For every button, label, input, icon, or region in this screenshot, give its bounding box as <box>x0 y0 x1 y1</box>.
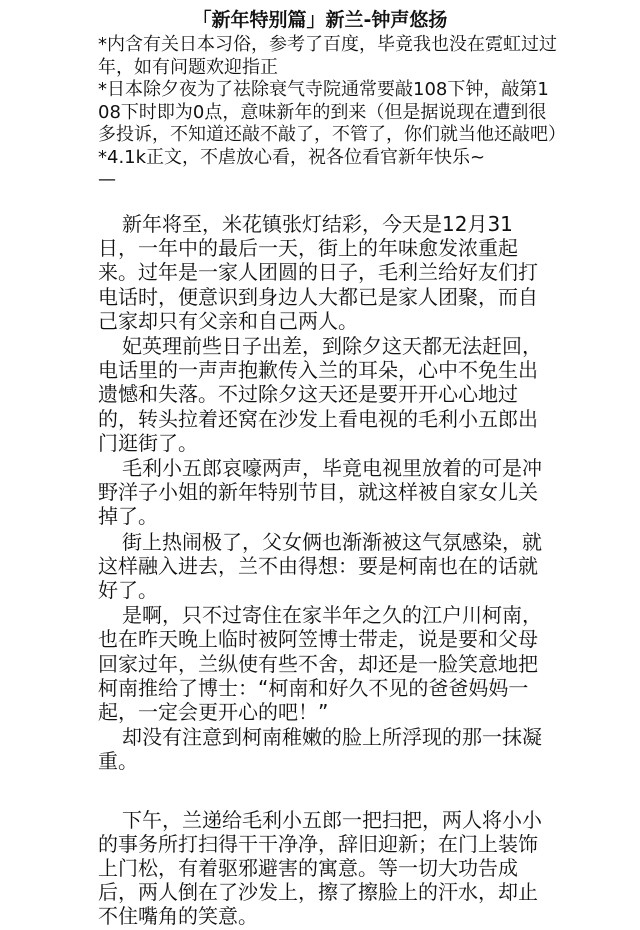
story-paragraph: 街上热闹极了，父女俩也渐渐被这气氛感染，就这样融入进去，兰不由得想：要是柯南也在的话就好了。 <box>98 529 542 603</box>
story-paragraph: 毛利小五郎哀嚎两声，毕竟电视里放着的可是冲野洋子小姐的新年特别节目，就这样被自家女儿关掉了。 <box>98 456 542 529</box>
author-notes <box>98 34 566 191</box>
paragraph-gap <box>98 775 546 808</box>
story-paragraph: 却没有注意到柯南稚嫩的脸上所浮现的那一抹凝重。 <box>98 725 542 774</box>
story-paragraph: 新年将至，米花镇张灯结彩，今天是12月31日，一年中的最后一天，街上的年味愈发浓重起来。过年是一家人团圆的日子，毛利兰给好友们打电话时，便意识到身边人大都已是家人团聚，而自己家却只有父亲和自己两人。 <box>98 212 538 333</box>
story-paragraph: 是啊，只不过寄住在家半年之久的江户川柯南，也在昨天晚上临时被阿笠博士带走，说是要和父母回家过年，兰纵使有些不舍，却还是一脸笑意地把柯南推给了博士：“柯南和好久不见的爸爸妈妈一起，一定会更开心的吧！” <box>98 603 542 725</box>
author-note: *4.1k正文，不虐放心看，祝各位看官新年快乐~ <box>98 146 486 168</box>
story-body <box>98 212 546 930</box>
chapter-title: 「新年特别篇」新兰-钟声悠扬 <box>192 9 448 31</box>
story-paragraph: 下午，兰递给毛利小五郎一把扫把，两人将小小的事务所打扫得干干净净，辞旧迎新；在门上装饰上门松，有着驱邪避害的寓意。等一切大功告成后，两人倒在了沙发上，擦了擦脸上的汗水，却止不住嘴角的笑意。 <box>98 807 542 929</box>
author-note: *内含有关日本习俗，参考了百度，毕竟我也没在霓虹过过年，如有问题欢迎指正 <box>98 34 557 78</box>
author-note: *日本除夕夜为了祛除衰气寺院通常要敲108下钟，敲第108下时即为0点，意味新年的到来（但是据说现在遭到很多投诉，不知道还敲不敲了，不管了，你们就当他还敲吧） <box>98 79 566 145</box>
story-paragraph: 妃英理前些日子出差，到除夕这天都无法赶回，电话里的一声声抱歉传入兰的耳朵，心中不免生出遗憾和失落。不过除夕这天还是要开开心心地过的，转头拉着还窝在沙发上看电视的毛利小五郎出门逛街了。 <box>98 334 542 455</box>
section-separator: — <box>98 169 116 190</box>
